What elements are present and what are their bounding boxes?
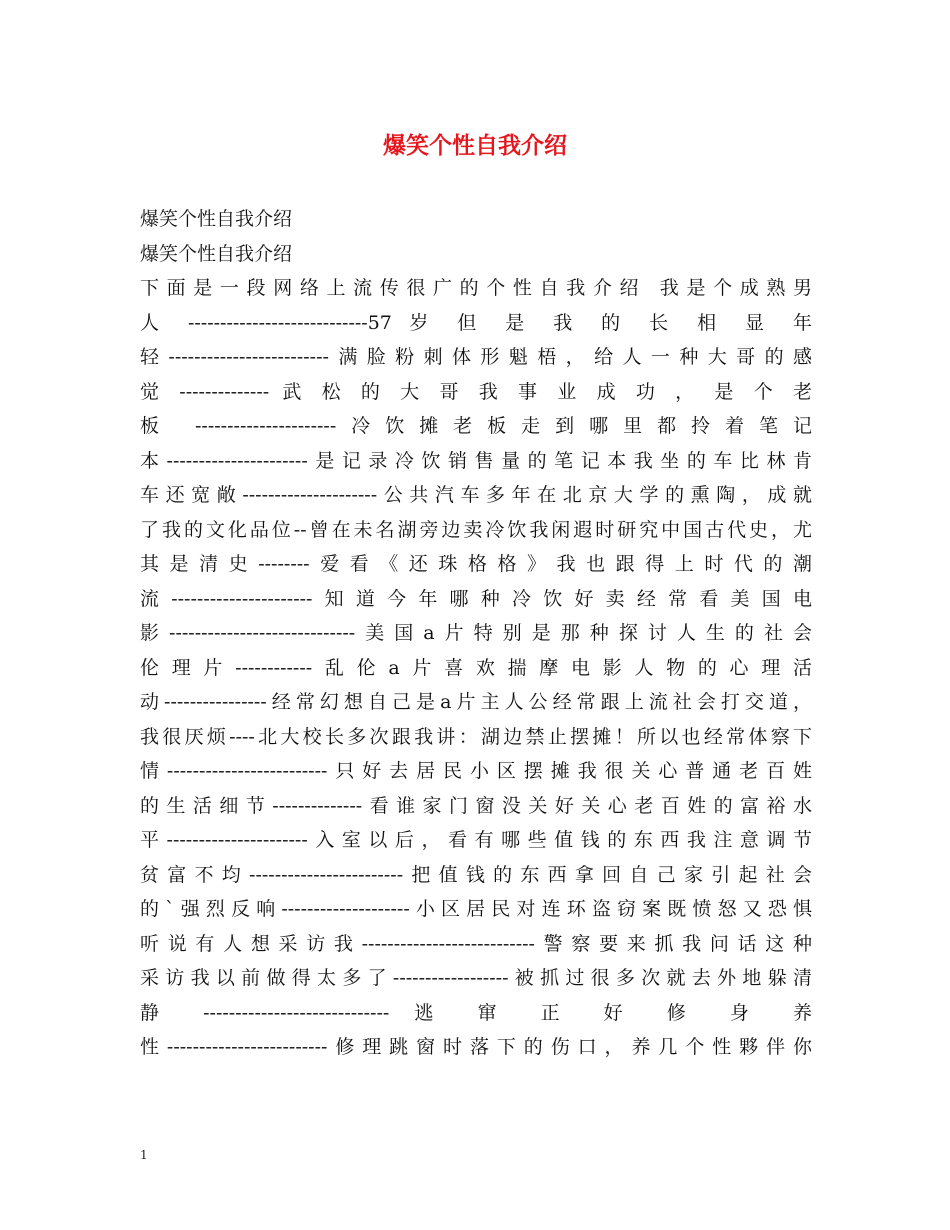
body-line: 动----------------经常幻想自己是a片主人公经常跟上流社会打交道， <box>140 691 812 713</box>
body-line: 的生活细节--------------看谁家门窗没关好关心老百姓的富裕水 <box>140 794 812 817</box>
body-line: 影-----------------------------美国a片特别是那种探讨人生的社会 <box>140 622 812 644</box>
body-line: 觉 -------------- 武 松 的 大 哥 我 事 业 成 功 ， 是 个 老 <box>140 380 812 403</box>
body-line: 听说有人想采访我---------------------------警察要来抓我问话这种 <box>140 932 812 955</box>
body-line: 爆笑个性自我介绍 <box>140 242 293 265</box>
body-line: 板 ----------------------冷饮摊老板走到哪里都拎着笔记 <box>140 415 812 437</box>
document-body <box>140 202 812 1065</box>
body-line: 本----------------------是记录冷饮销售量的笔记本我坐的车比林肯 <box>140 449 812 472</box>
body-line: 情-------------------------只好去居民小区摆摊我很关心普通老百姓 <box>140 760 812 782</box>
body-line: 贫富不均------------------------把值钱的东西拿回自己家引起社会 <box>140 863 812 886</box>
document-title: 爆笑个性自我介绍 <box>383 132 567 159</box>
body-line: 我很厌烦----北大校长多次跟我讲：湖边禁止摆摊！所以也经常体察下 <box>140 725 812 748</box>
body-line: 爆笑个性自我介绍 <box>140 208 293 230</box>
body-line: 轻-------------------------满脸粉刺体形魁梧，给人一种大哥的感 <box>140 346 812 368</box>
page-number: 1 <box>140 1148 148 1162</box>
body-line: 的`强烈反响--------------------小区居民对连环盗窃案既愤怒又恐惧 <box>140 898 812 920</box>
body-line: 平----------------------入室以后，看有哪些值钱的东西我注意调节 <box>140 829 812 851</box>
body-line: 了我的文化品位--曾在未名湖旁边卖冷饮我闲遐时研究中国古代史，尤 <box>140 518 812 541</box>
body-line: 下面是一段网络上流传很广的个性自我介绍 我是个成熟男 <box>140 277 812 299</box>
body-line: 伦理片------------乱伦a片喜欢揣摩电影人物的心理活 <box>140 656 812 679</box>
body-line: 其是清史--------爱看《还珠格格》我也跟得上时代的潮 <box>140 553 812 575</box>
body-line: 采访我以前做得太多了------------------被抓过很多次就去外地躲清 <box>140 967 812 989</box>
body-line: 车还宽敞---------------------公共汽车多年在北京大学的熏陶，成就 <box>140 484 812 506</box>
body-line: 人 ----------------------------57 岁 但 是 我 的 长 相 显 年 <box>140 311 812 334</box>
body-line: 静 ----------------------------- 逃 窜 正 好 修 身 养 <box>140 1001 812 1024</box>
body-line: 性-------------------------修理跳窗时落下的伤口，养几个性夥伴你 <box>140 1036 812 1058</box>
body-line: 流----------------------知道今年哪种冷饮好卖经常看美国电 <box>140 587 812 610</box>
